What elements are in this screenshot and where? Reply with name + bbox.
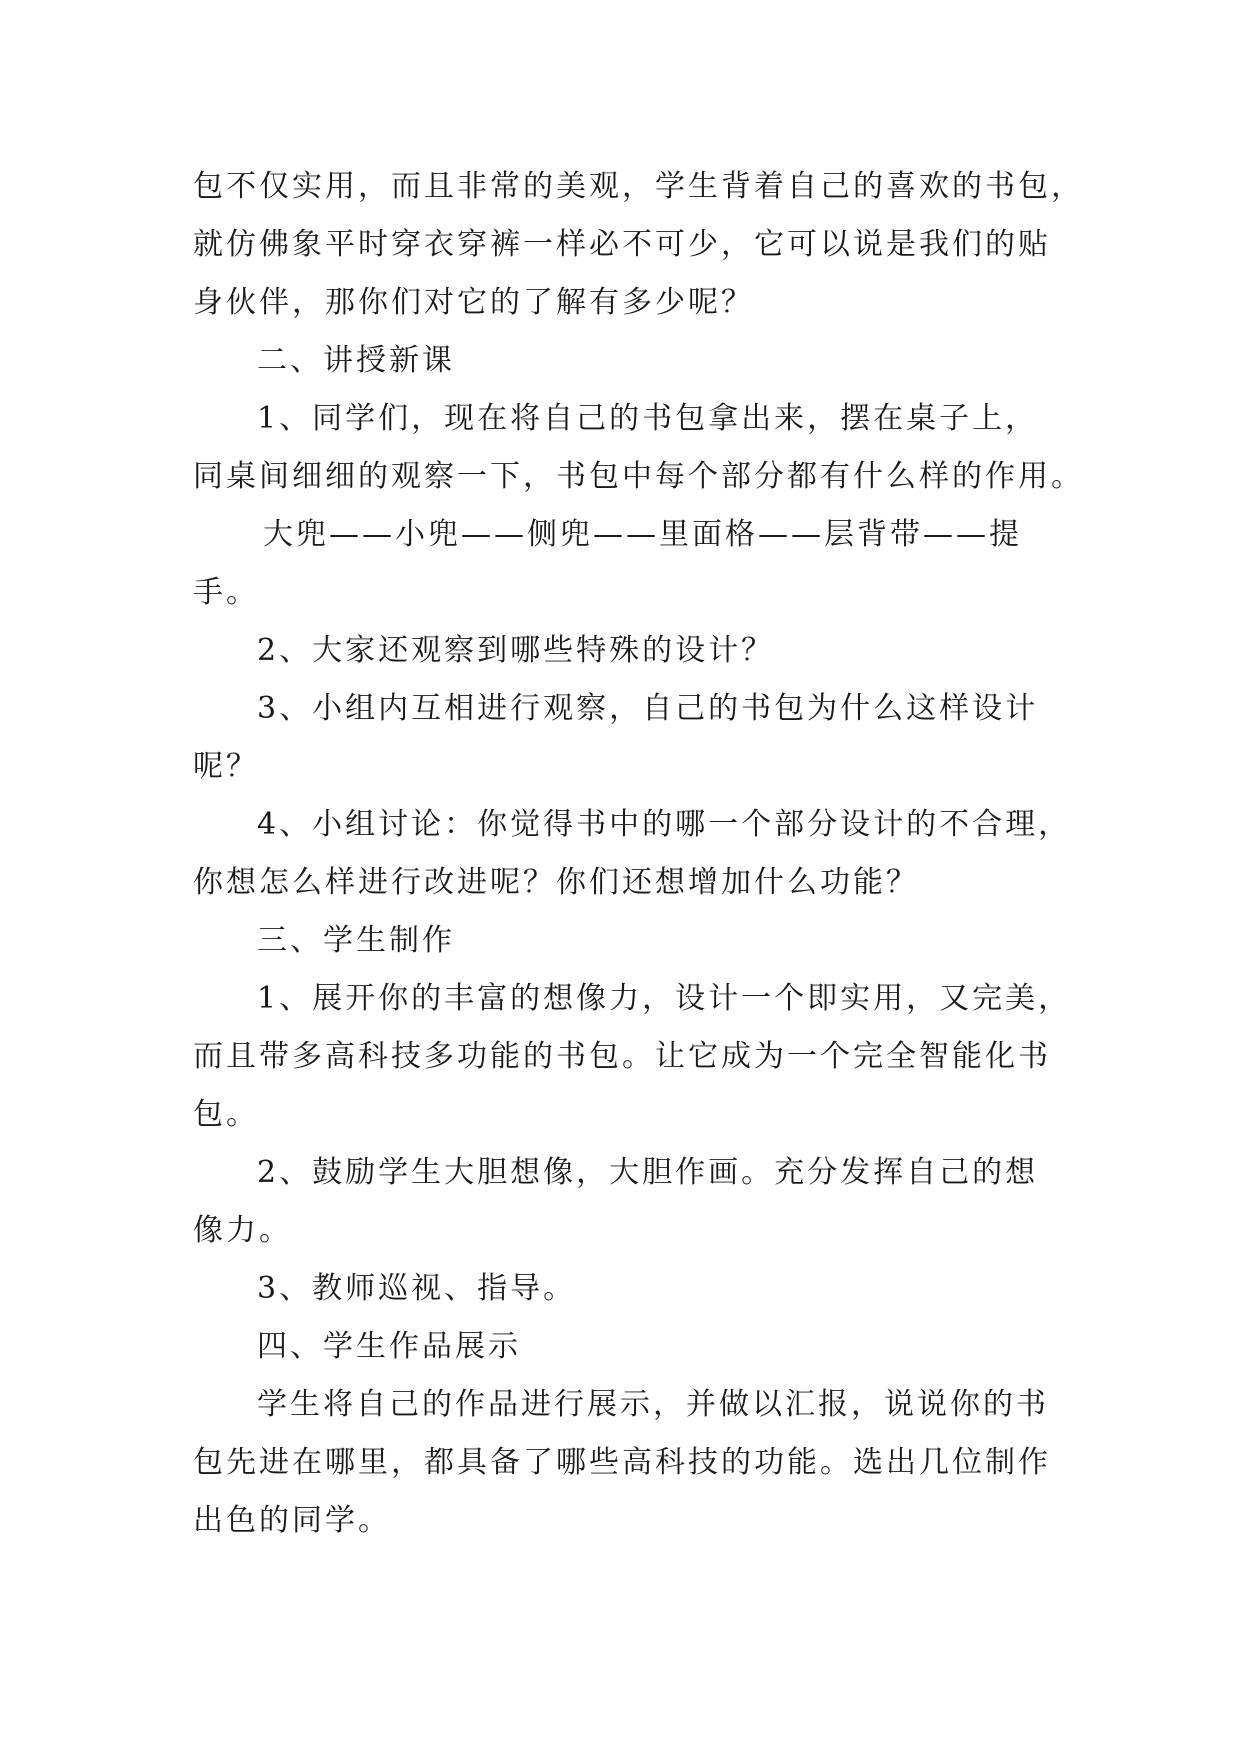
paragraph-line: 像力。 xyxy=(193,1213,292,1248)
paragraph-line: 3、教师巡视、指导。 xyxy=(257,1271,577,1306)
paragraph-line: 身伙伴，那你们对它的了解有多少呢？ xyxy=(193,285,754,320)
paragraph-line: 4、小组讨论：你觉得书中的哪一个部分设计的不合理， xyxy=(257,807,1072,842)
paragraph-line: 学生将自己的作品进行展示，并做以汇报，说说你的书 xyxy=(257,1387,1049,1422)
paragraph-line: 出色的同学。 xyxy=(193,1503,391,1538)
paragraph-line: 呢？ xyxy=(193,749,259,784)
paragraph-line: 3、小组内互相进行观察，自己的书包为什么这样设计 xyxy=(257,691,1039,726)
paragraph-line: 而且带多高科技多功能的书包。让它成为一个完全智能化书 xyxy=(193,1039,1051,1074)
paragraph-line: 1、展开你的丰富的想像力，设计一个即实用，又完美， xyxy=(257,981,1072,1016)
paragraph-line: 包不仅实用，而且非常的美观，学生背着自己的喜欢的书包， xyxy=(193,169,1084,204)
section-heading: 四、学生作品展示 xyxy=(257,1329,521,1364)
paragraph-line: 2、大家还观察到哪些特殊的设计？ xyxy=(257,633,775,668)
paragraph-line: 你想怎么样进行改进呢？你们还想增加什么功能？ xyxy=(193,865,919,900)
paragraph-line: 包。 xyxy=(193,1097,259,1132)
paragraph-line: 大兜——小兜——侧兜——里面格——层背带——提 xyxy=(263,517,1022,552)
paragraph-line: 1、同学们，现在将自己的书包拿出来，摆在桌子上， xyxy=(257,401,1039,436)
paragraph-line: 就仿佛象平时穿衣穿裤一样必不可少，它可以说是我们的贴 xyxy=(193,227,1051,262)
paragraph-line: 同桌间细细的观察一下，书包中每个部分都有什么样的作用。 xyxy=(193,459,1084,494)
paragraph-line: 手。 xyxy=(193,575,259,610)
section-heading: 二、讲授新课 xyxy=(257,343,455,378)
paragraph-line: 2、鼓励学生大胆想像，大胆作画。充分发挥自己的想 xyxy=(257,1155,1039,1190)
document-body xyxy=(193,158,1084,1550)
section-heading: 三、学生制作 xyxy=(257,923,455,958)
paragraph-line: 包先进在哪里，都具备了哪些高科技的功能。选出几位制作 xyxy=(193,1445,1051,1480)
